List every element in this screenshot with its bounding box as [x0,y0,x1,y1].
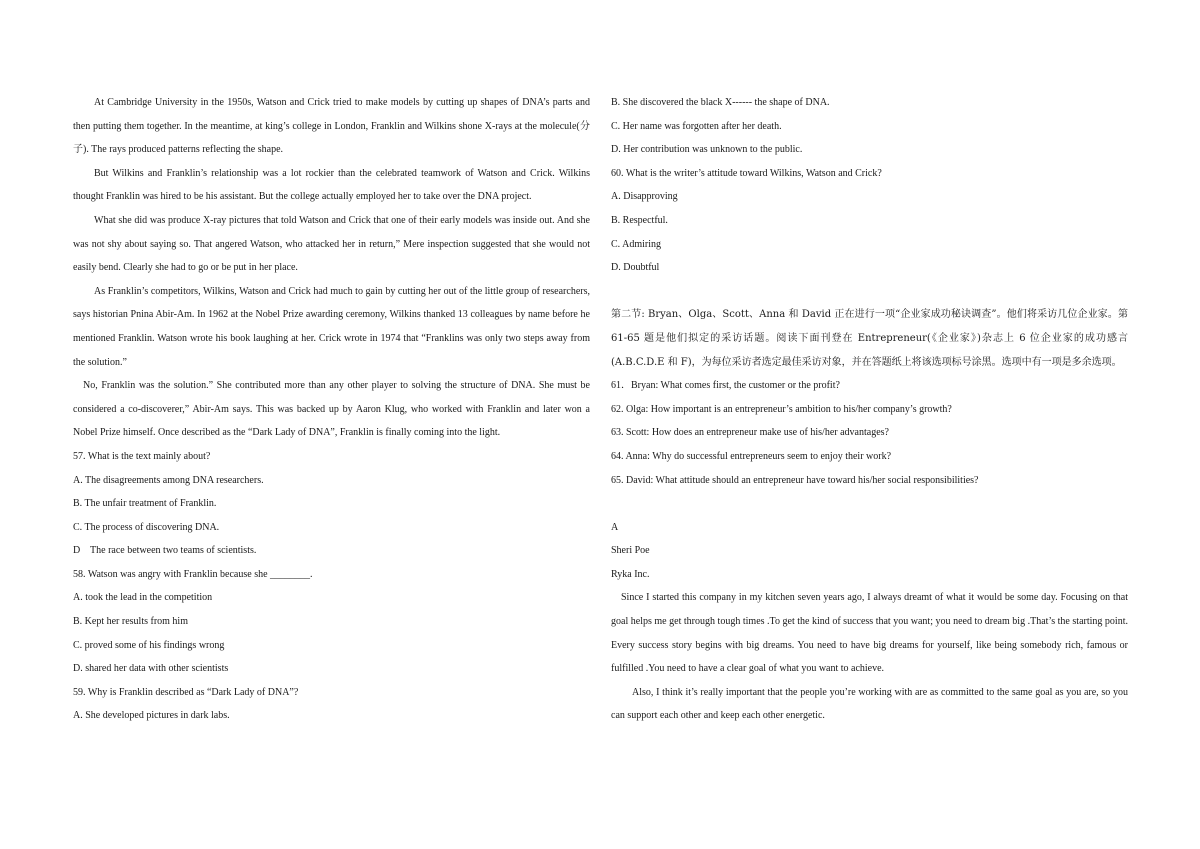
passage-paragraph-3: What she did was produce X-ray pictures that told Watson and Crick that one of their early models was inside out. And she was not shy about saying so. That angered Watson, who attacked her in return,” Mere inspection suggested that she would not easily bend. Clearly she had to go or be put in her place. [73,214,590,274]
option-57-a: A. The disagreements among DNA researchers. [73,474,264,486]
entrepreneur-a-name: Sheri Poe [611,545,650,557]
passage-paragraph-1: At Cambridge University in the 1950s, Watson and Crick tried to make models by cutting up shapes of DNA’s parts and then putting them together. In the meantime, at king’s college in London, Franklin and Wilkins shone X-rays at the molecule(分子). The rays produced patterns reflecting the shape. [73,97,590,156]
question-62: 62. Olga: How important is an entrepreneur’s ambition to his/her company’s growth? [611,403,952,415]
option-60-c: C. Admiring [611,238,662,250]
option-59-c: C. Her name was forgotten after her death. [611,120,782,132]
option-59-b: B. She discovered the black X------ the shape of DNA. [611,97,830,108]
spacer [611,492,1128,516]
left-column [73,91,590,728]
option-58-d: D. shared her data with other scientists [73,663,229,675]
option-57-b: B. The unfair treatment of Franklin. [73,498,217,510]
option-57-c: C. The process of discovering DNA. [73,521,220,533]
option-58-c: C. proved some of his findings wrong [73,639,225,651]
passage-paragraph-5: No, Franklin was the solution.” She contributed more than any other player to solving the structure of DNA. She must be considered a co-discoverer,” Abir-Am says. This was backed up by Aaron Klug, who worked with Franklin and later won a Nobel Prize himself. Once described as the “Dark Lady of DNA”, Franklin is finally coming into the light. [73,380,590,439]
question-59: 59. Why is Franklin described as “Dark Lady of DNA”? [73,686,299,698]
entrepreneur-a-paragraph-1: Since I started this company in my kitchen seven years ago, I always dreamt of what it would be some day. Focusing on that goal helps me get through tough times .To get the kind of success that you want; you need to dream big .That’s the starting point. Every success story begins with big dreams. You need to have big dreams for yourself, like being somebody rich, famous or fulfilled .You need to have a clear goal of what you want to achieve. [611,592,1128,675]
question-57: 57. What is the text mainly about? [73,450,211,462]
option-58-a: A. took the lead in the competition [73,592,213,604]
option-60-b: B. Respectful. [611,214,668,226]
question-60: 60. What is the writer’s attitude toward Wilkins, Watson and Crick? [611,167,882,179]
passage-paragraph-4: As Franklin’s competitors, Wilkins, Watson and Crick had much to gain by cutting her out of the little group of researchers, says historian Pnina Abir-Am. In 1962 at the Nobel Prize awarding ceremony, Wilkins thanked 13 colleagues by name before he mentioned Franklin. Watson wrote his book laughing at her. Crick wrote in 1974 that “Franklins was only two steps away from the solution.” [73,285,590,368]
question-63: 63. Scott: How does an entrepreneur make use of his/her advantages? [611,427,889,439]
option-58-b: B. Kept her results from him [73,616,188,628]
option-59-d: D. Her contribution was unknown to the public. [611,144,803,156]
section-2-instructions: 第二节: Bryan、Olga、Scott、Anna 和 David 正在进行一项“企业家成功秘诀调查”。他们将采访几位企业家。第 61-65 题是他们拟定的采访话题。阅读下面刊登在 Entrepreneur(《企业家》)杂志上 6 位企业家的成功感言(A.B.C.D.E 和 F)，为每位采访者选定最佳采访对象，并在答题纸上将该选项标号涂黑。选项中有一项是多余选项。 [611,309,1128,368]
option-60-a: A. Disapproving [611,191,678,203]
question-64: 64. Anna: Why do successful entrepreneurs seem to enjoy their work? [611,450,892,462]
question-65: 65. David: What attitude should an entrepreneur have toward his/her social responsibilities? [611,474,979,486]
question-58: 58. Watson was angry with Franklin because she ________. [73,568,313,580]
entrepreneur-a-paragraph-2: Also, I think it’s really important that the people you’re working with are as committed to the same goal as you are, so you can support each other and keep each other energetic. [611,686,1128,722]
option-57-d: D The race between two teams of scientists. [73,545,257,557]
passage-paragraph-2: But Wilkins and Franklin’s relationship was a lot rockier than the celebrated teamwork of Watson and Crick. Wilkins thought Franklin was hired to be his assistant. But the college actually employed her to take over the DNA project. [73,167,590,203]
entrepreneur-a-label: A [611,521,619,533]
entrepreneur-a-company: Ryka Inc. [611,568,650,580]
right-column [611,91,1128,728]
spacer [611,280,1128,304]
question-61: 61．Bryan: What comes first, the customer or the profit? [611,380,840,392]
option-59-a: A. She developed pictures in dark labs. [73,710,230,722]
option-60-d: D. Doubtful [611,262,660,274]
